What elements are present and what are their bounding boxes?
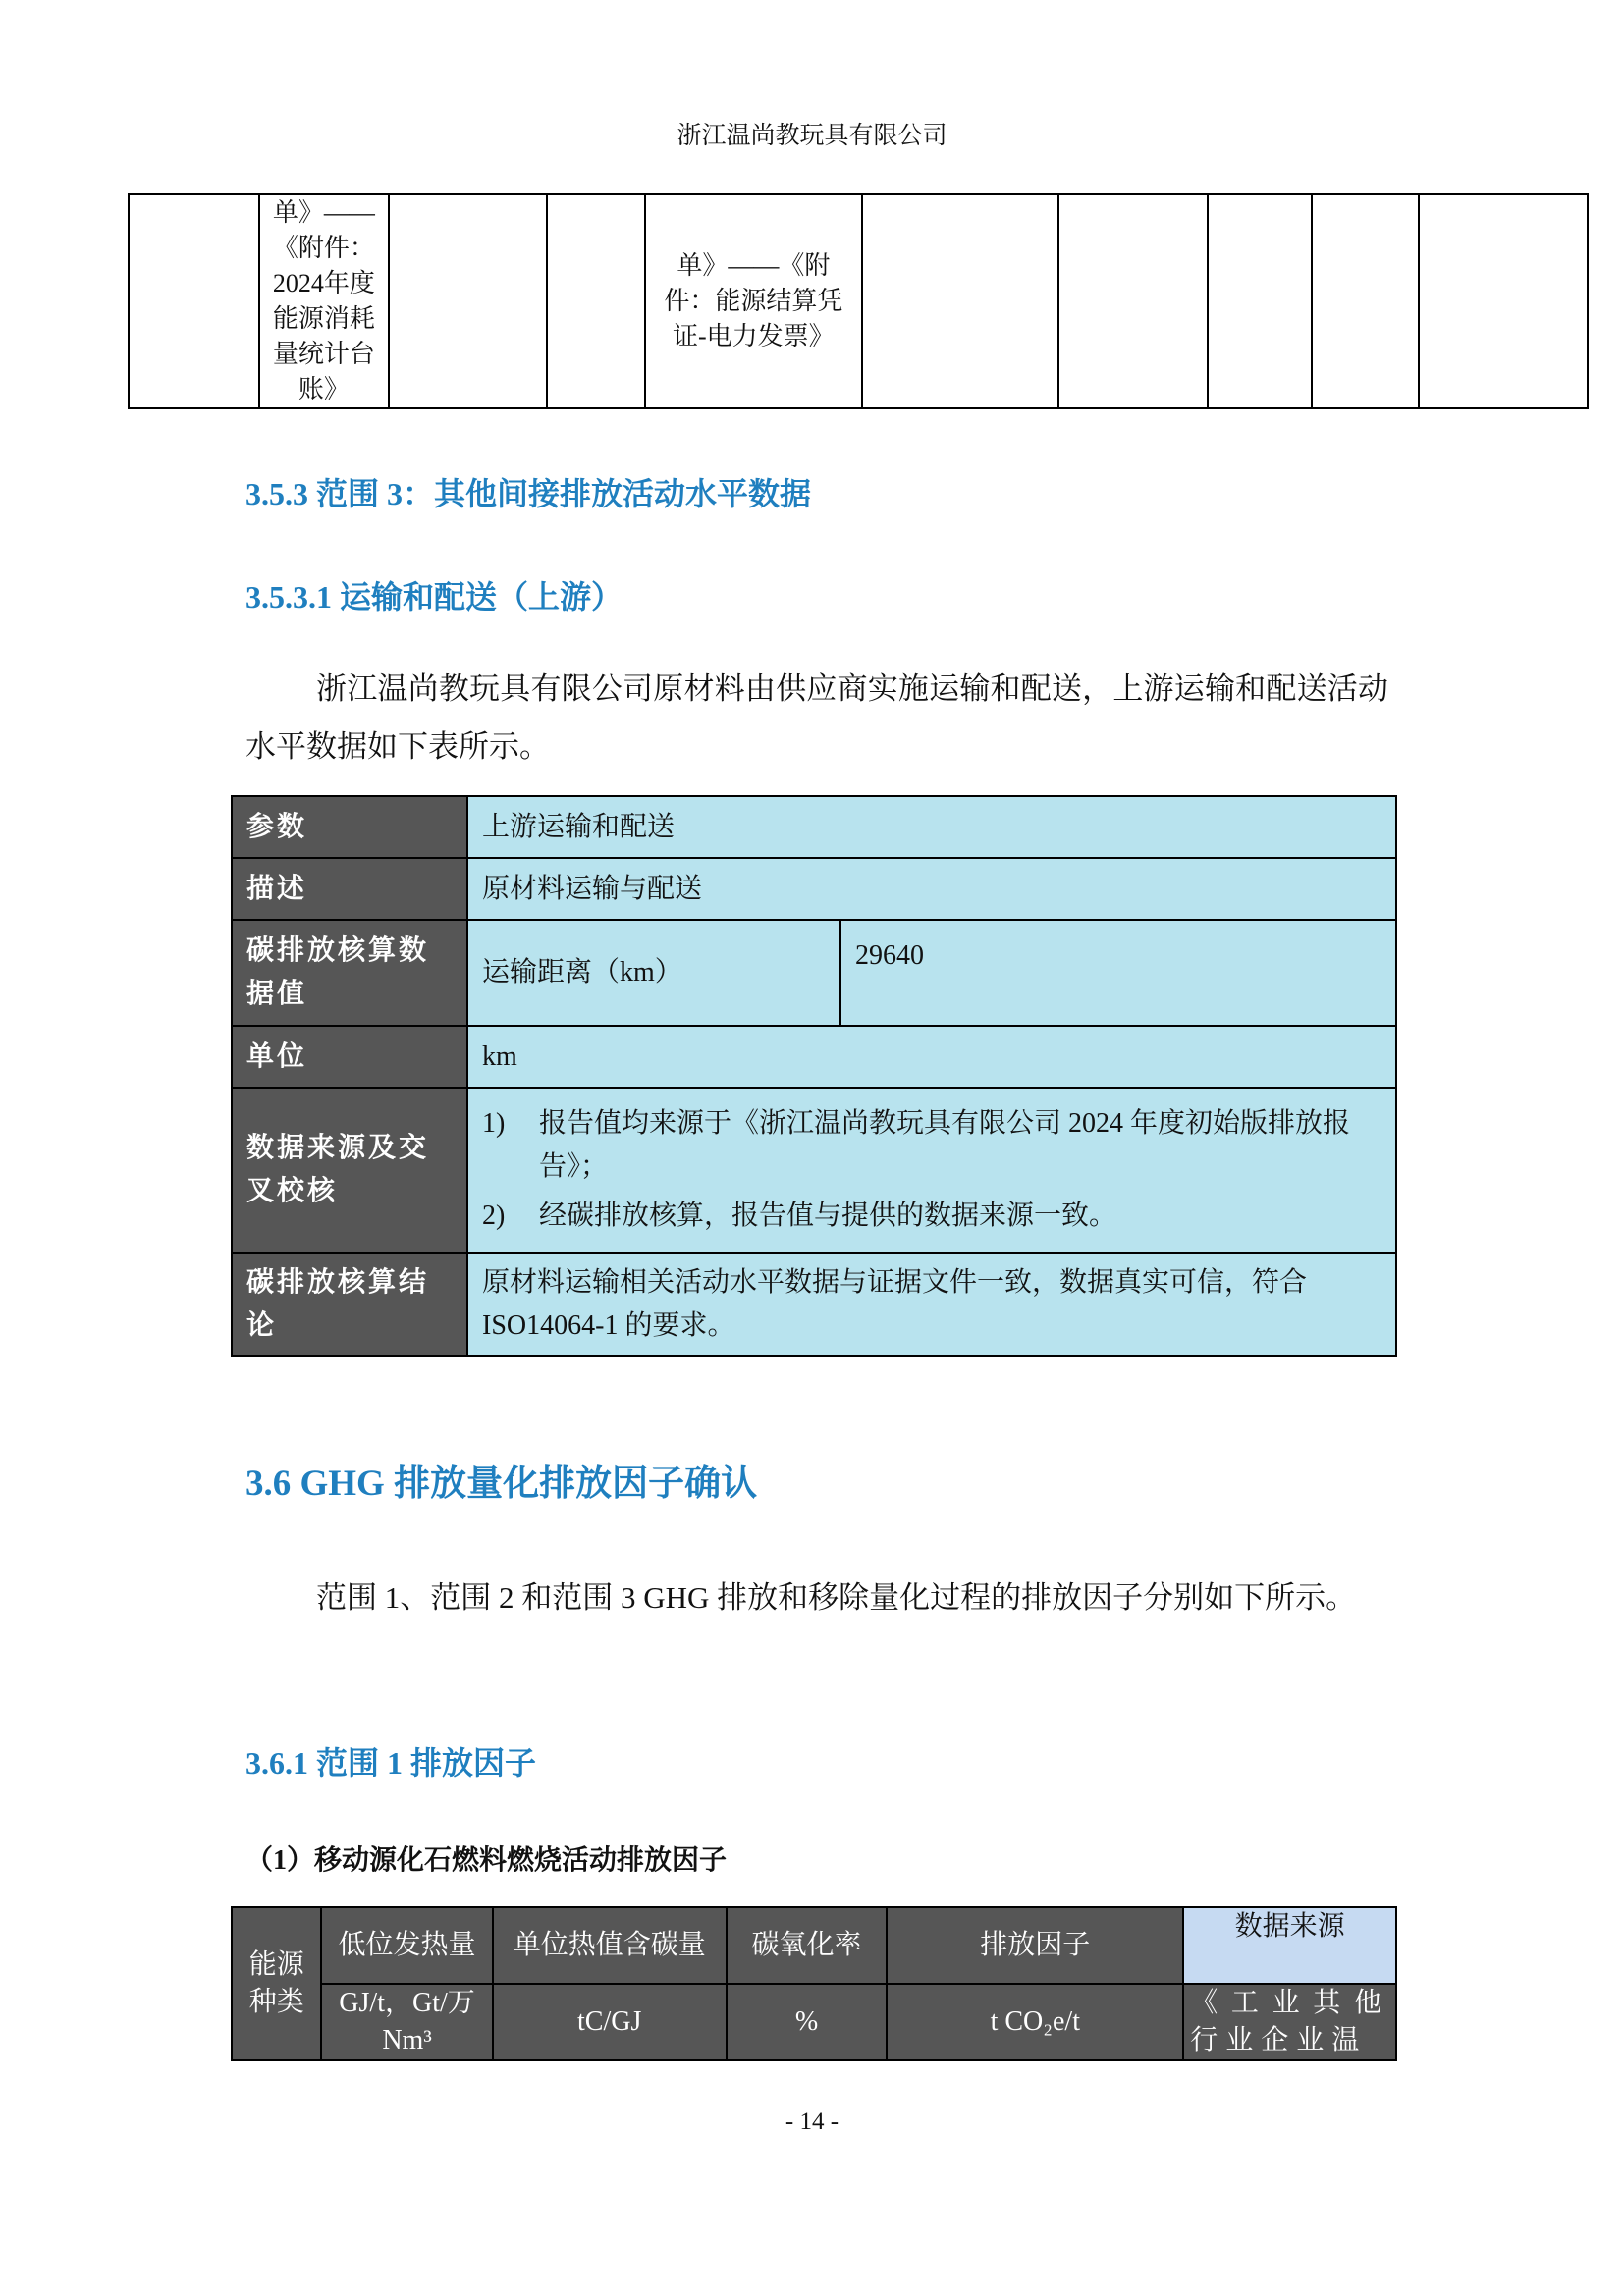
page-header: 浙江温尚教玩具有限公司 — [677, 123, 947, 149]
list-number: 1) — [482, 1108, 506, 1139]
section-heading: 3.5.3 范围 3：其他间接排放活动水平数据 — [245, 476, 812, 511]
subsection-heading: （1）移动源化石燃料燃烧活动排放因子 — [245, 1845, 728, 1876]
table-cell — [547, 194, 644, 408]
unit-cell: % — [727, 1984, 888, 2060]
table-cell — [1058, 194, 1208, 408]
column-header: 数据来源 — [1183, 1907, 1396, 1984]
table-row — [232, 920, 1396, 1026]
column-header: 单位热值含碳量 — [493, 1907, 727, 1984]
table-row — [232, 1984, 1396, 2060]
table-cell: 单》——《附件：能源结算凭证-电力发票》 — [645, 194, 862, 408]
table-cell — [389, 194, 547, 408]
list-number: 2) — [482, 1201, 506, 1231]
column-header: 能源种类 — [232, 1907, 321, 2060]
row-value: 原材料运输相关活动水平数据与证据文件一致，数据真实可信，符合ISO14064-1 的要求。 — [467, 1253, 1396, 1356]
list-text: 经碳排放核算，报告值与提供的数据来源一致。 — [539, 1201, 1117, 1231]
row-label: 参数 — [232, 796, 467, 858]
unit-cell: tC/GJ — [493, 1984, 727, 2060]
subsection-heading: 3.5.3.1 运输和配送（上游） — [245, 579, 623, 614]
row-label: 数据来源及交叉校核 — [232, 1088, 467, 1253]
section-heading: 3.6 GHG 排放量化排放因子确认 — [245, 1464, 758, 1504]
list-item — [482, 1195, 1381, 1238]
table-row — [232, 1253, 1396, 1356]
source-list — [482, 1102, 1381, 1238]
table-cell — [1208, 194, 1312, 408]
emission-factor-table — [231, 1906, 1397, 2061]
row-value: 上游运输和配送 — [467, 796, 1396, 858]
unit-cell: t CO₂e/t — [887, 1984, 1183, 2060]
unit-cell: GJ/t，Gt/万 Nm³ — [321, 1984, 492, 2060]
section-heading: 3.6.1 范围 1 排放因子 — [245, 1745, 537, 1781]
table-cell: 单》——《附件：2024年度能源消耗量统计台账》 — [259, 194, 390, 408]
column-header: 低位发热量 — [321, 1907, 492, 1984]
table-cell — [862, 194, 1058, 408]
source-cell: 《工业其他行业企业温 — [1183, 1984, 1396, 2060]
column-header: 排放因子 — [887, 1907, 1183, 1984]
table-row — [232, 796, 1396, 858]
row-label: 单位 — [232, 1026, 467, 1088]
table-row — [232, 858, 1396, 920]
row-value: 运输距离（km） — [467, 920, 840, 1026]
row-value: 原材料运输与配送 — [467, 858, 1396, 920]
row-value: 29640 — [840, 920, 1396, 1026]
row-value: km — [467, 1026, 1396, 1088]
body-paragraph: 范围 1、范围 2 和范围 3 GHG 排放和移除量化过程的排放因子分别如下所示。 — [316, 1580, 1357, 1615]
row-label: 碳排放核算数据值 — [232, 920, 467, 1026]
transport-table — [231, 795, 1397, 1357]
column-header: 碳氧化率 — [727, 1907, 888, 1984]
continued-table — [128, 193, 1589, 409]
row-label: 碳排放核算结论 — [232, 1253, 467, 1356]
row-value — [467, 1088, 1396, 1253]
table-cell — [129, 194, 259, 408]
table-cell — [1419, 194, 1588, 408]
list-item — [482, 1102, 1381, 1189]
body-paragraph: 浙江温尚教玩具有限公司原材料由供应商实施运输和配送，上游运输和配送活动水平数据如下表所示。 — [245, 671, 1388, 764]
row-label: 描述 — [232, 858, 467, 920]
table-row — [232, 1088, 1396, 1253]
page-number: - 14 - — [785, 2109, 839, 2135]
table-row — [129, 194, 1588, 408]
table-row — [232, 1907, 1396, 1984]
list-text: 报告值均来源于《浙江温尚教玩具有限公司 2024 年度初始版排放报告》； — [539, 1108, 1351, 1182]
table-row — [232, 1026, 1396, 1088]
table-cell — [1312, 194, 1418, 408]
